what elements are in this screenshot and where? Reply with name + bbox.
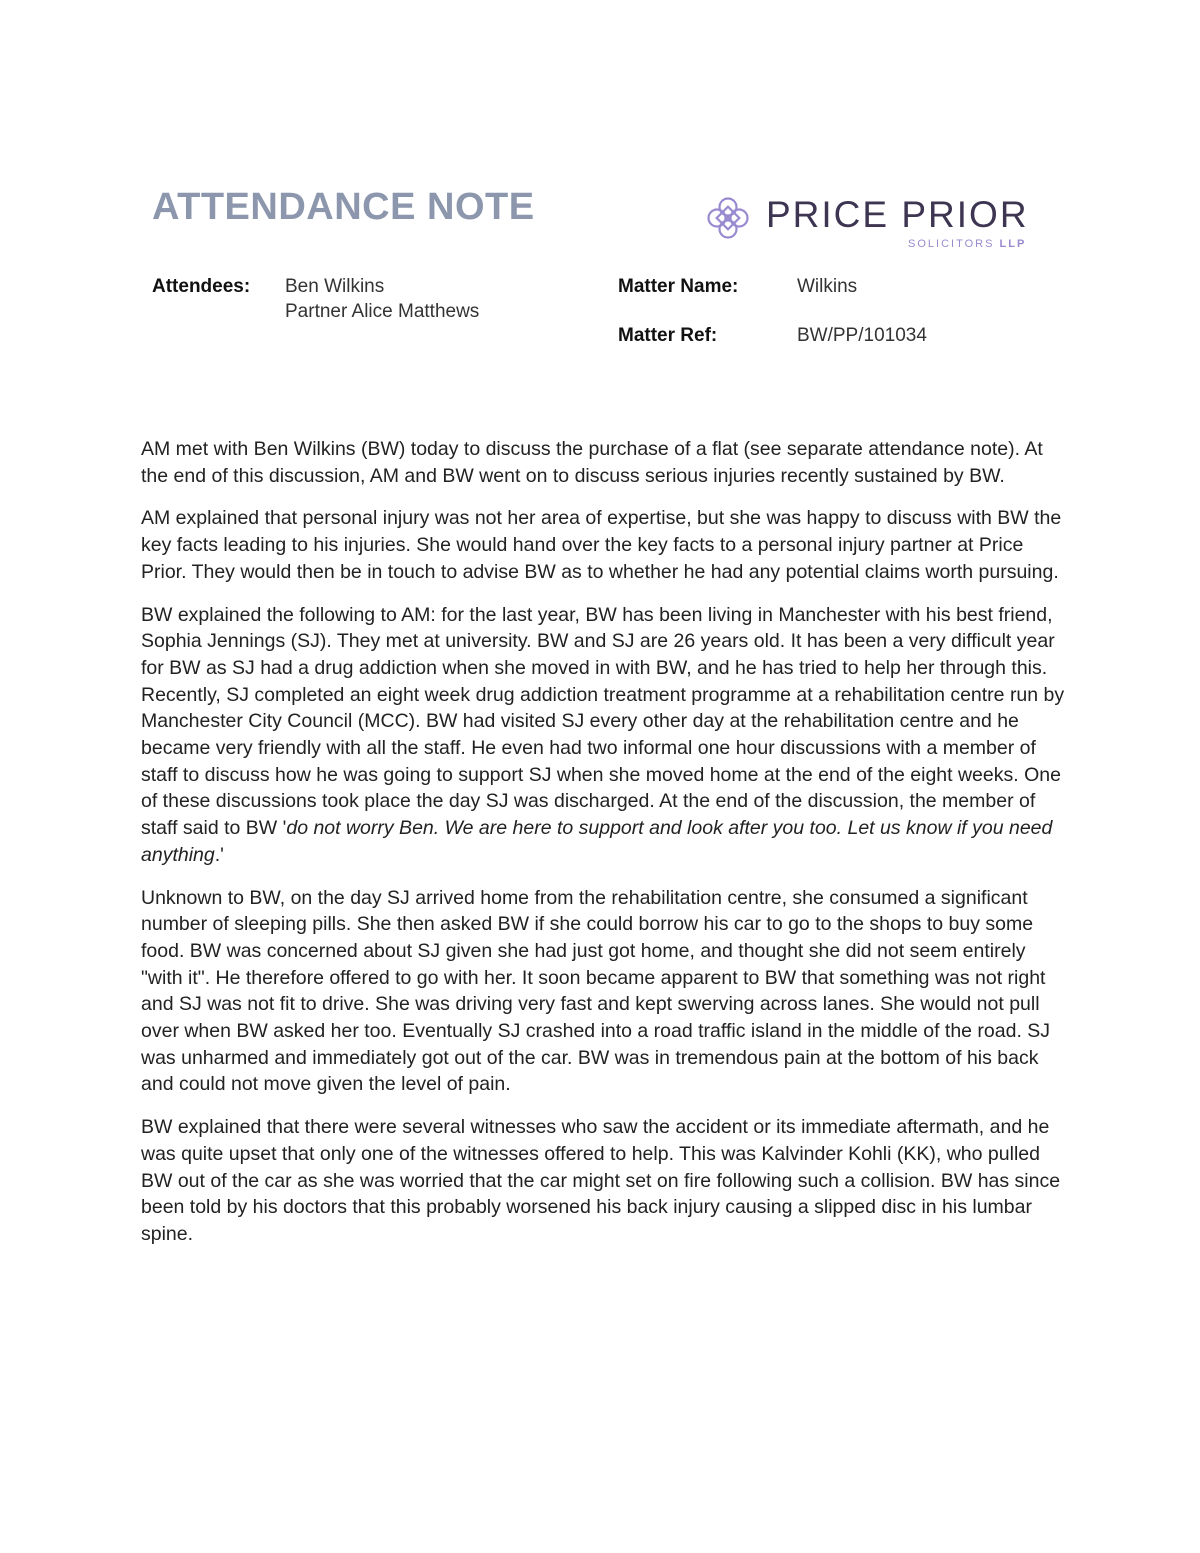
firm-logo [706, 196, 1046, 256]
matter-name-label: Matter Name: [618, 276, 739, 297]
paragraph-5: BW explained that there were several witnesses who saw the accident or its immediate aftermath, and he was quite upset that only one of the witnesses offered to help. This was Kalvinder Kohli (KK), who pulled BW out of the car as she was worried that the car might set on fire following such a collision. BW has since been told by his doctors that this probably worsened his back injury causing a slipped disc in his lumbar spine. [141, 1116, 1061, 1245]
matter-ref-value: BW/PP/101034 [797, 325, 927, 346]
quatrefoil-logo-icon [706, 196, 750, 240]
paragraph-3-text: BW explained the following to AM: for the last year, BW has been living in Manchester with his best friend, Sophia Jennings (SJ). They met at university. BW and SJ are 26 years old. It has been a very difficult year for BW as SJ had a drug addiction when she moved in with BW, and he has tried to help her through this. Recently, SJ completed an eight week drug addiction treatment programme at a rehabilitation centre run by Manchester City Council (MCC). BW had visited SJ every other day at the rehabilitation centre and he became very friendly with all the staff. He even had two informal one hour discussions with a member of staff to discuss how he was going to support SJ when she moved home at the end of the eight weeks. One of these discussions took place the day SJ was discharged. At the end of the discussion, the member of staff said to BW ' [141, 603, 1065, 840]
page-title: ATTENDANCE NOTE [152, 186, 535, 228]
staff-quote: do not worry Ben. We are here to support and look after you too. Let us know if you need anything [141, 817, 1053, 866]
matter-name-value: Wilkins [797, 276, 858, 297]
matter-ref-label: Matter Ref: [618, 325, 718, 346]
paragraph-1: AM met with Ben Wilkins (BW) today to discuss the purchase of a flat (see separate attendance note). At the end of this discussion, AM and BW went on to discuss serious injuries recently sustained by BW. [141, 438, 1043, 487]
paragraph-3 [141, 602, 1066, 869]
paragraph-4: Unknown to BW, on the day SJ arrived home from the rehabilitation centre, she consumed a significant number of sleeping pills. She then asked BW if she could borrow his car to go to the shops to buy some food. BW was concerned about SJ given she had just got home, and thought she did not seem entirely "with it". He therefore offered to go with her. It soon became apparent to BW that something was not right and SJ was not fit to drive. She was driving very fast and kept swerving across lanes. She would not pull over when BW asked her too. Eventually SJ crashed into a road traffic island in the middle of the road. SJ was unharmed and immediately got out of the car. BW was in tremendous pain at the bottom of his back and could not move given the level of pain. [141, 886, 1051, 1096]
note-body [141, 436, 1066, 1264]
firm-name: PRICE PRIOR [766, 194, 1029, 235]
attendees-label: Attendees: [152, 276, 251, 297]
attendee-1: Ben Wilkins [285, 276, 385, 297]
firm-subtitle: SOLICITORS LLP [908, 238, 1027, 250]
attendee-2: Partner Alice Matthews [285, 301, 480, 322]
paragraph-3-end: .' [214, 843, 224, 866]
paragraph-2: AM explained that personal injury was not her area of expertise, but she was happy to discuss with BW the key facts leading to his injuries. She would hand over the key facts to a personal injury partner at Price Prior. They would then be in touch to advise BW as to whether he had any potential claims worth pursuing. [141, 507, 1062, 583]
